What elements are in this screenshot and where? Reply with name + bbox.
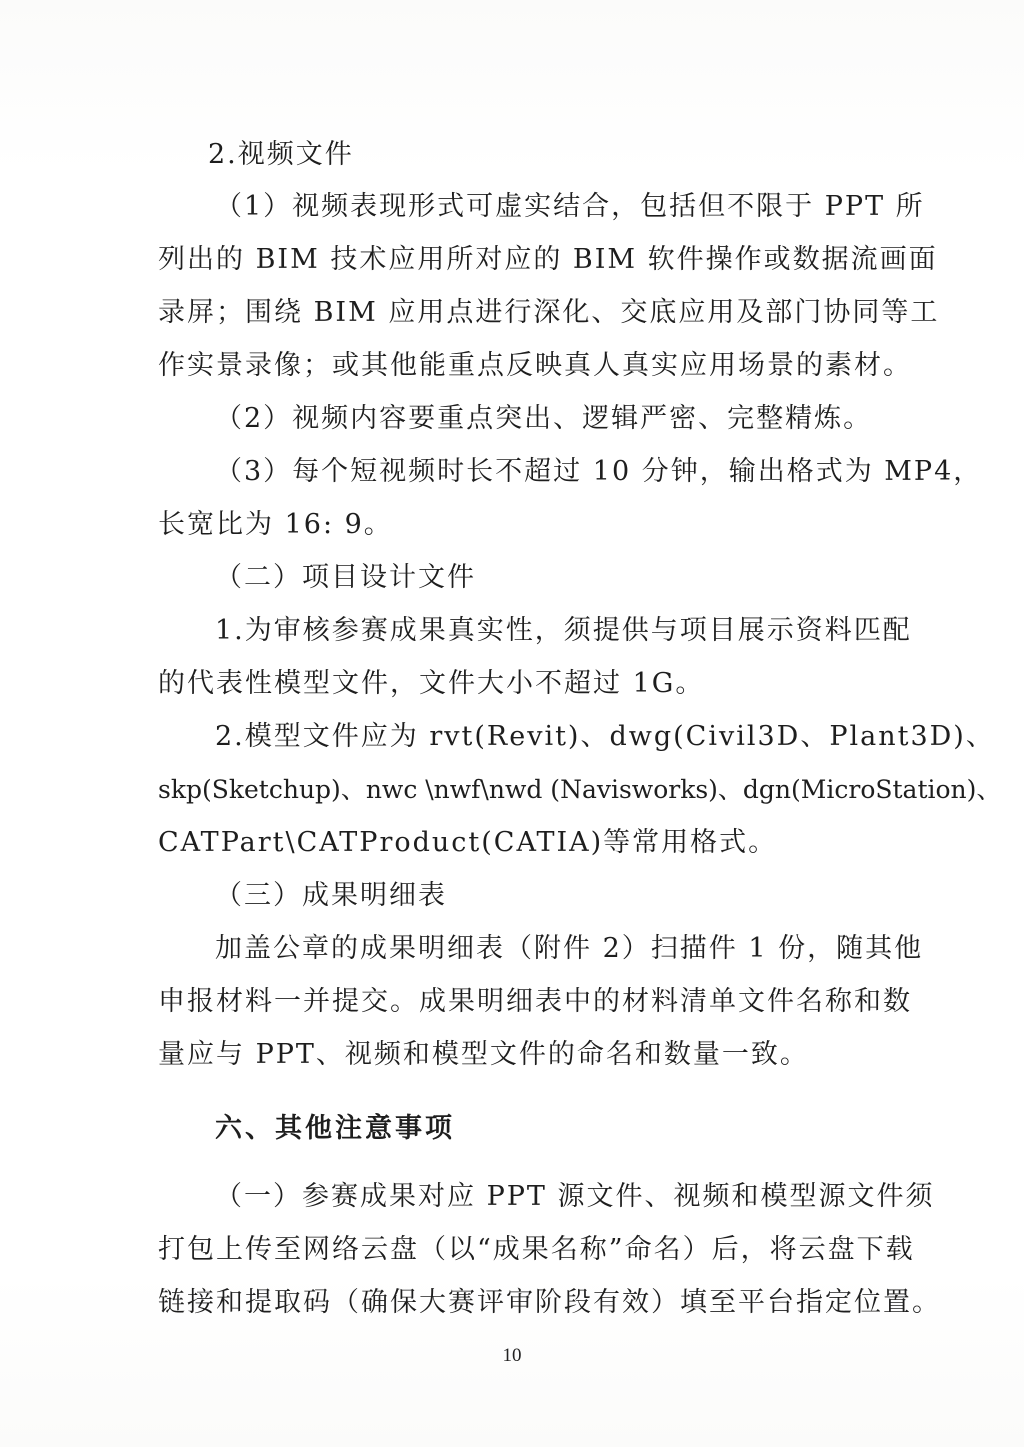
paragraph-line: 录屏；围绕 BIM 应用点进行深化、交底应用及部门协同等工	[158, 297, 940, 328]
paragraph-line: skp(Sketchup)、nwc \nwf\nwd (Navisworks)、dgn(MicroStation)、	[158, 775, 1002, 804]
paragraph-line: 的代表性模型文件，文件大小不超过 1G。	[158, 668, 705, 699]
section-title-results-list: （三）成果明细表	[215, 880, 447, 911]
paragraph-line: （1）视频表现形式可虚实结合，包括但不限于 PPT 所	[215, 191, 925, 222]
subsection-title-video: 2.视频文件	[208, 139, 354, 170]
paragraph-line: （一）参赛成果对应 PPT 源文件、视频和模型源文件须	[215, 1181, 935, 1212]
paragraph-line: 1.为审核参赛成果真实性，须提供与项目展示资料匹配	[215, 615, 912, 646]
chapter-heading-notes: 六、其他注意事项	[215, 1113, 455, 1144]
paragraph-line: （3）每个短视频时长不超过 10 分钟，输出格式为 MP4，	[215, 456, 983, 487]
paragraph-line: 申报材料一并提交。成果明细表中的材料清单文件名称和数	[158, 986, 912, 1017]
paragraph-line: 列出的 BIM 技术应用所对应的 BIM 软件操作或数据流画面	[158, 244, 938, 275]
paragraph-line: 打包上传至网络云盘（以“成果名称”命名）后，将云盘下载	[158, 1234, 915, 1265]
paragraph-line: 量应与 PPT、视频和模型文件的命名和数量一致。	[158, 1039, 809, 1070]
paragraph-line: CATPart\CATProduct(CATIA)等常用格式。	[158, 827, 778, 858]
paragraph-line: （2）视频内容要重点突出、逻辑严密、完整精炼。	[215, 403, 873, 434]
paragraph-line: 链接和提取码（确保大赛评审阶段有效）填至平台指定位置。	[158, 1287, 941, 1318]
paragraph-line: 2.模型文件应为 rvt(Revit)、dwg(Civil3D、Plant3D)、	[215, 721, 995, 752]
paragraph-line: 作实景录像；或其他能重点反映真人真实应用场景的素材。	[158, 350, 912, 381]
section-title-design-files: （二）项目设计文件	[215, 562, 476, 593]
paragraph-line: 加盖公章的成果明细表（附件 2）扫描件 1 份，随其他	[215, 933, 924, 964]
paragraph-line: 长宽比为 16: 9。	[158, 509, 393, 540]
page-number: 10	[502, 1345, 522, 1366]
